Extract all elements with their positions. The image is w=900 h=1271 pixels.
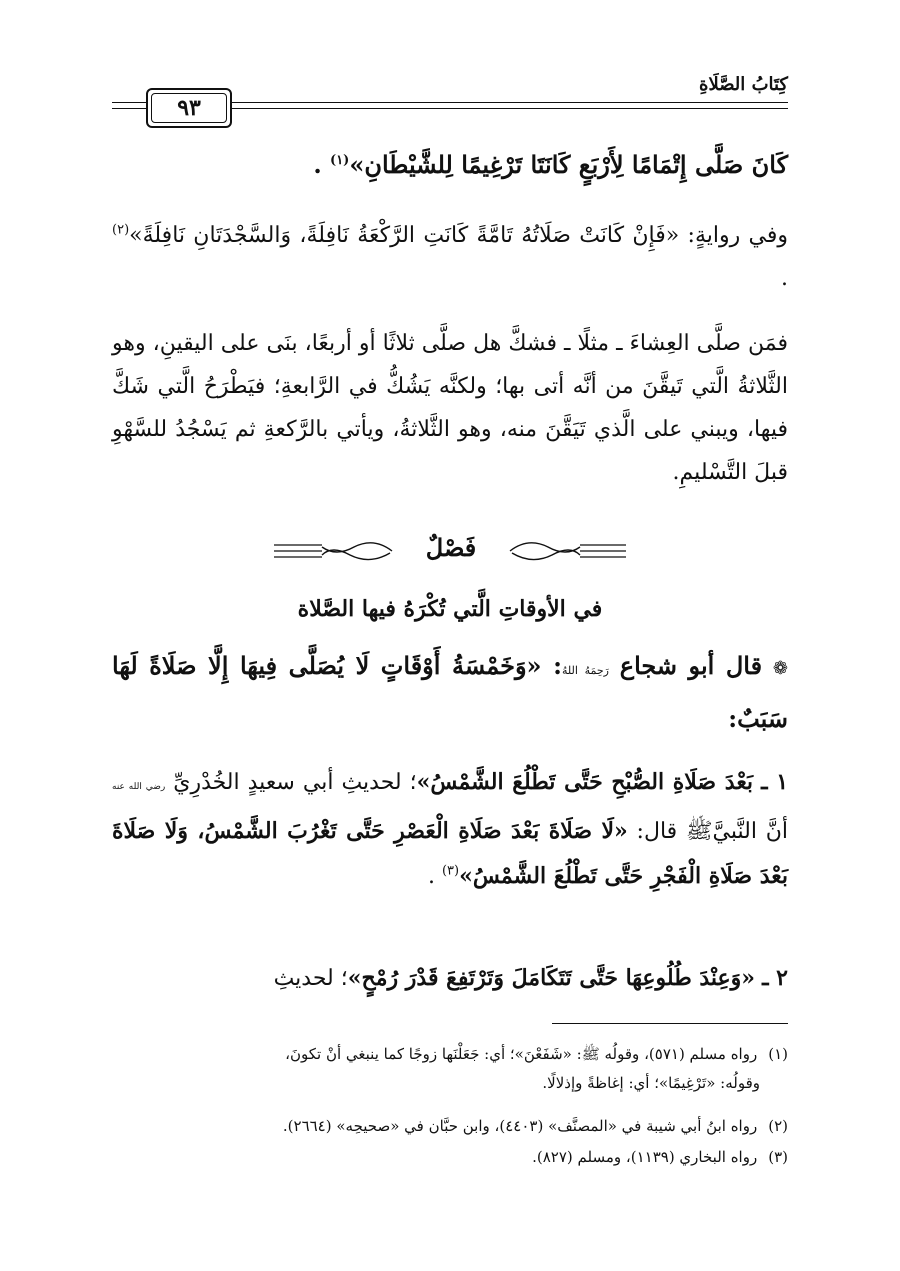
list-item-2 [112, 956, 788, 1001]
speaker: قال أبو شجاع [619, 651, 763, 680]
fasl-label: فَصْلٌ [425, 533, 477, 562]
hadith-text: كَانَ صَلَّى إِتْمَامًا لِأَرْبَعٍ كَانَتَا تَرْغِيمًا لِلشَّيْطَانِ» [349, 150, 788, 179]
leaf-ornament-icon: ❁ [772, 658, 788, 679]
footnote-3 [110, 1143, 788, 1172]
footnote-number: (٣) [768, 1148, 788, 1166]
footnote-text: وقولُه: «تَرْغِيمًا»؛ أي: إغاظةً وإذلالًا. [542, 1074, 760, 1092]
footnote-number: (١) [768, 1045, 788, 1063]
matn-text: «وَعِنْدَ طُلُوعِهَا حَتَّى تَتَكَامَلَ وَتَرْتَفِعَ قَدْرَ رُمْحٍ» [347, 965, 756, 991]
footnote-ref-2[interactable]: (٢) [112, 222, 130, 238]
matn-paragraph [112, 642, 788, 743]
footnote-1 [110, 1040, 788, 1098]
footnote-number: (٢) [768, 1117, 788, 1135]
list-item-1 [112, 760, 788, 899]
explanation-paragraph: فمَن صلَّى العِشاءَ ـ مثلًا ـ فشكَّ هل صلَّى ثلاثًا أو أربعًا، بنَى على اليقينِ، وهو الثَّلاثةُ الَّتي تَيقَّنَ من أنَّه أتى بها؛ ولكنَّه يَشُكُّ في الرَّابعةِ؛ فيَطْرَحُ الَّتي شَكَّ فيها، ويبني على الَّذي تَيَقَّنَ منه، وهو الثَّلاثةُ، ويأتي بالرَّكعةِ ثم يَسْجُدُ للسَّهْوِ قبلَ التَّسْليمِ. [112, 331, 788, 485]
running-header-title: كِتَابُ الصَّلَاةِ [699, 74, 788, 95]
full-stop: . [781, 266, 788, 291]
radiallah-icon: رضي الله عنه [112, 782, 166, 792]
footnote-text: رواه ابنُ أبي شيبة في «المصنَّف» (٤٤٠٣)، وابن حبَّان في «صحيحِه» (٢٦٦٤). [282, 1117, 758, 1135]
narration-intro: وفي روايةٍ: [687, 223, 788, 248]
commentary-text: ؛ لحديثِ أبي سعيدٍ الخُدْرِيِّ [173, 770, 417, 795]
salawat-icon: ﷺ [685, 819, 713, 844]
item-number: ١ ـ [761, 769, 789, 795]
narration-quote: «فَإِنْ كَانَتْ صَلَاتُهُ تَامَّةً كَانَتِ الرَّكْعَةُ نَافِلَةً، وَالسَّجْدَتَانِ نَافِلَةً» [129, 223, 680, 248]
commentary-text: قال: [636, 819, 678, 844]
section-heading: في الأوقاتِ الَّتي تُكْرَهُ فيها الصَّلاة [297, 596, 603, 622]
footnote-separator [552, 1023, 788, 1024]
hadith-quote: «لَا صَلَاةَ بَعْدَ صَلَاةِ الْعَصْرِ حَتَّى تَغْرُبَ الشَّمْسُ، وَلَا صَلَاةَ بَعْدَ صَلَاةِ الْفَجْرِ حَتَّى تَطْلُعَ الشَّمْسُ» [112, 818, 788, 889]
item-number: ٢ ـ [762, 965, 788, 991]
matn-text: بَعْدَ صَلَاةِ الصُّبْحِ حَتَّى تَطْلُعَ الشَّمْسُ» [416, 769, 754, 795]
footnote-2 [110, 1112, 788, 1141]
full-stop: . [313, 150, 322, 179]
page-number-box [146, 88, 232, 128]
page-number: ٩٣ [177, 95, 201, 121]
footnote-text: رواه مسلم (٥٧١)، وقولُه ﷺ: «شَفَعْنَ»؛ أي: جَعَلْنَها زوجًا كما ينبغي أنْ تكونَ، [285, 1045, 758, 1063]
commentary-text: ؛ لحديثِ [273, 966, 348, 991]
footnote-ref-1[interactable]: (١) [330, 153, 350, 168]
matn-quote: : «وَخَمْسَةُ أَوْقَاتٍ لَا يُصَلَّى فِيهَا إِلَّا صَلَاةً لَهَا سَبَبٌ: [112, 651, 788, 733]
commentary-text: أنَّ النَّبيَّ [712, 819, 788, 844]
footnote-ref-3[interactable]: (٣) [441, 863, 460, 879]
section-divider [0, 533, 900, 569]
narration-paragraph [112, 214, 788, 300]
footnote-text: رواه البخاري (١١٣٩)، ومسلم (٨٢٧). [532, 1148, 758, 1166]
honorific: رَحِمَهُ اللهُ [561, 664, 609, 677]
full-stop: . [427, 864, 435, 889]
continued-hadith-line [112, 150, 788, 179]
